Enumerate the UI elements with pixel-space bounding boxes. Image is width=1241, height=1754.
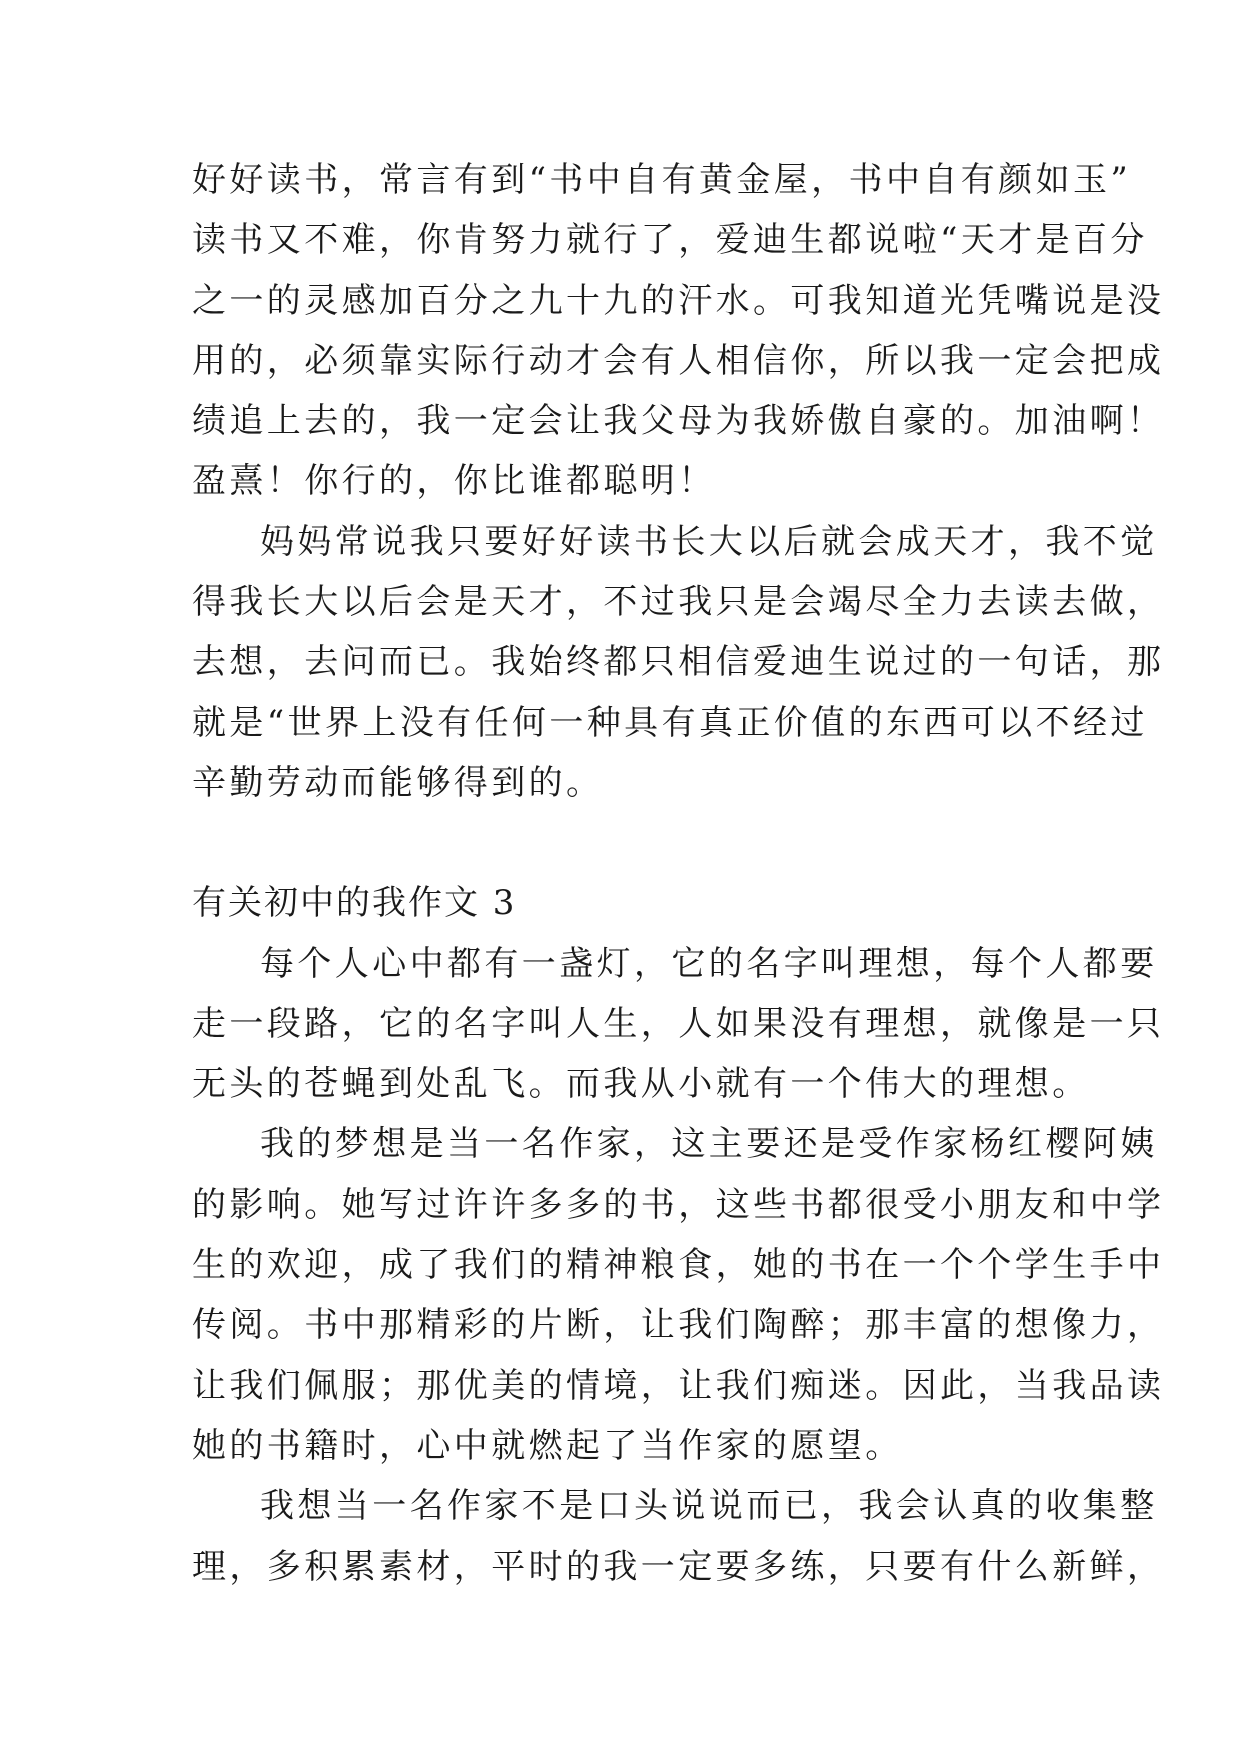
text-line: 好好读书，常言有到“书中自有黄金屋，书中自有颜如玉” [192,160,1132,200]
text-line: 绩追上去的，我一定会让我父母为我娇傲自豪的。加油啊！ [192,401,1165,442]
text-line: 盈熹！你行的，你比谁都聪明！ [192,461,716,502]
document-page [192,150,1165,1597]
text-line: 读书又不难，你肯努力就行了，爱迪生都说啦“天才是百分 [192,220,1148,261]
text-line: 用的，必须靠实际行动才会有人相信你，所以我一定会把成 [192,340,1165,381]
text-line: 去想，去问而已。我始终都只相信爱迪生说过的一句话，那 [192,642,1165,683]
text-line: 她的书籍时，心中就燃起了当作家的愿望。 [192,1425,903,1466]
text-line: 每个人心中都有一盏灯，它的名字叫理想，每个人都要 [260,943,1158,984]
text-line: 就是“世界上没有任何一种具有真正价值的东西可以不经过 [192,702,1148,743]
text-line: 辛勤劳动而能够得到的。 [192,762,604,803]
paragraph [192,1114,1165,1476]
text-line: 妈妈常说我只要好好读书长大以后就会成天才，我不觉 [260,521,1158,562]
text-line: 我想当一名作家不是口头说说而已，我会认真的收集整 [260,1486,1158,1527]
text-line: 我的梦想是当一名作家，这主要还是受作家杨红樱阿姨 [260,1124,1158,1165]
text-line: 得我长大以后会是天才，不过我只是会竭尽全力去读去做， [192,582,1165,623]
text-line: 生的欢迎，成了我们的精神粮食，她的书在一个个学生手中 [192,1245,1165,1286]
text-line: 让我们佩服；那优美的情境，让我们痴迷。因此，当我品读 [192,1365,1165,1406]
text-line: 无头的苍蝇到处乱飞。而我从小就有一个伟大的理想。 [192,1064,1090,1105]
section-title: 有关初中的我作文 3 [192,883,517,924]
paragraph [192,1476,1165,1597]
paragraph [192,512,1165,813]
section-gap [192,813,1052,873]
text-line: 理，多积累素材，平时的我一定要多练，只要有什么新鲜， [192,1546,1165,1587]
text-line: 传阅。书中那精彩的片断，让我们陶醉；那丰富的想像力， [192,1305,1165,1346]
text-line: 之一的灵感加百分之九十九的汗水。可我知道光凭嘴说是没 [192,280,1165,321]
paragraph-continued [192,150,1165,512]
text-line: 走一段路，它的名字叫人生，人如果没有理想，就像是一只 [192,1003,1165,1044]
text-line: 的影响。她写过许许多多的书，这些书都很受小朋友和中学 [192,1184,1165,1225]
paragraph [192,934,1165,1115]
